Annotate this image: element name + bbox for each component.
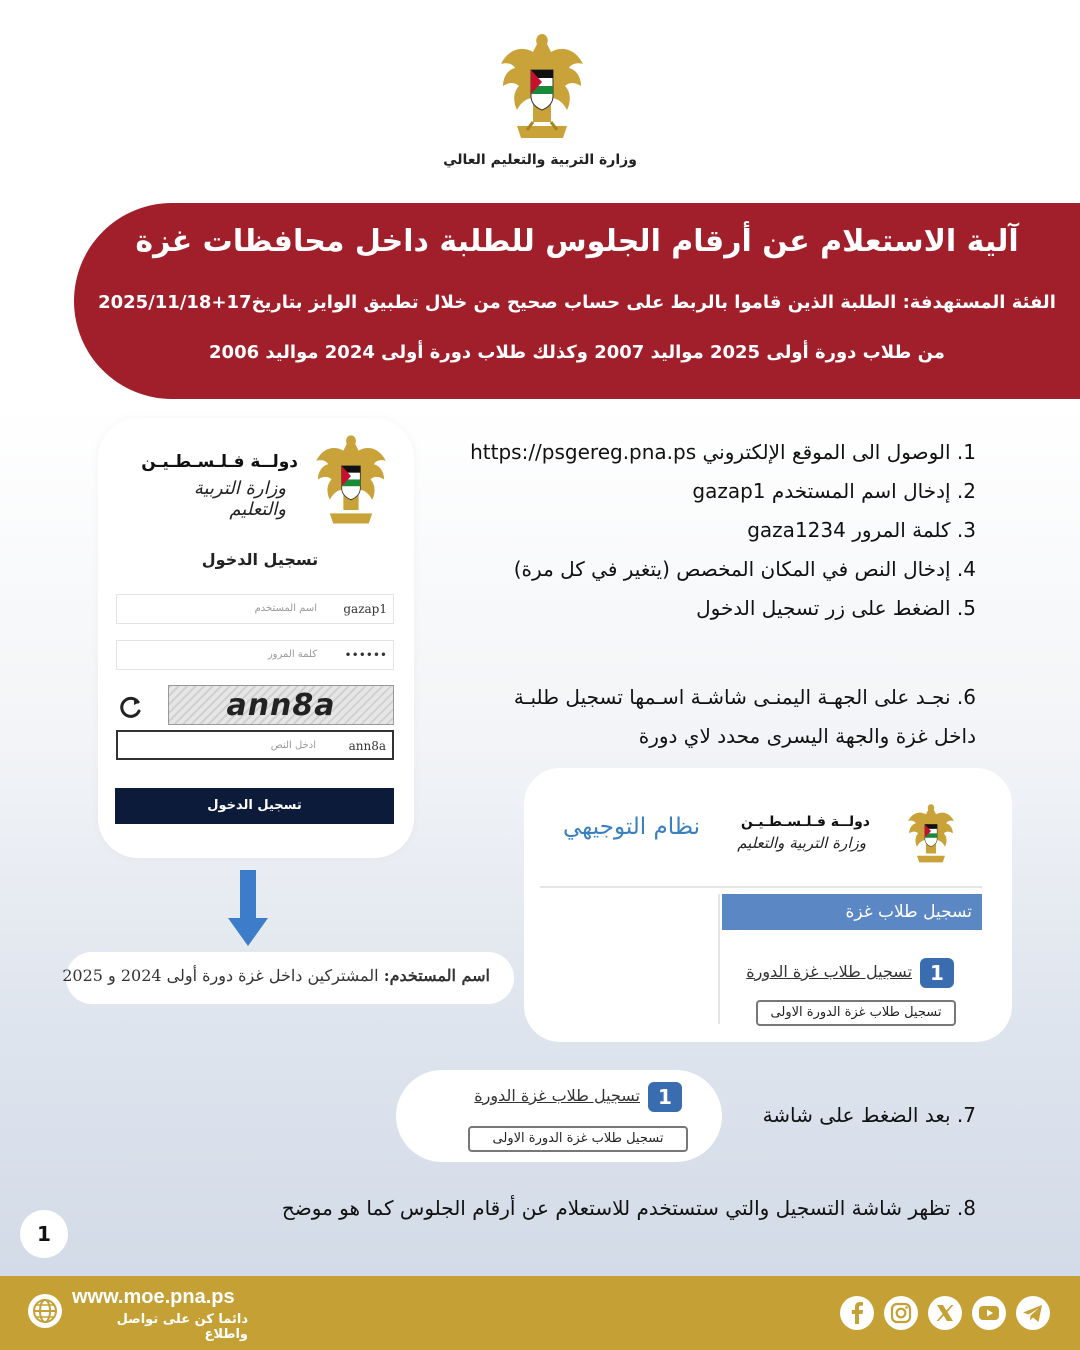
password-placeholder: كلمة المرور	[267, 649, 317, 660]
eagle-emblem-icon	[497, 30, 587, 148]
globe-icon	[26, 1292, 64, 1330]
username-note-value: المشتركين داخل غزة دورة أولى 2024 و 2025	[62, 966, 379, 985]
step-8: 8. تظهر شاشة التسجيل والتي ستستخدم للاستعلام عن أرقام الجلوس كما هو موضح	[281, 1196, 976, 1220]
footer-slogan: دائما كن على تواصل واطلاع	[116, 1312, 248, 1342]
divider	[540, 886, 982, 888]
username-value: gazap1	[343, 602, 387, 616]
page-number: 1	[20, 1210, 68, 1258]
username-placeholder: اسم المستخدم	[254, 603, 317, 614]
facebook-icon[interactable]	[840, 1296, 874, 1330]
system-name: نظام التوجيهي	[563, 814, 700, 840]
step-5: 5. الضغط على زر تسجيل الدخول	[696, 596, 976, 620]
password-field[interactable]	[116, 640, 394, 670]
username-note	[62, 952, 514, 1004]
eagle-emblem-icon	[312, 432, 390, 532]
login-button[interactable]: تسجيل الدخول	[115, 788, 394, 824]
banner-title: آلية الاستعلام عن أرقام الجلوس للطلبة داخل محافظات غزة	[135, 224, 1019, 259]
section-bar: تسجيل طلاب غزة	[722, 894, 982, 930]
captcha-image-text: ann8a	[226, 688, 336, 723]
step-6-continued: داخل غزة والجهة اليسرى محدد لاي دورة	[638, 724, 976, 748]
instagram-icon[interactable]	[884, 1296, 918, 1330]
target-group-line-2: من طلاب دورة أولى 2025 مواليد 2007 وكذلك طلاب دورة أولى 2024 مواليد 2006	[209, 342, 945, 363]
username-note-label: اسم المستخدم:	[383, 966, 490, 985]
step-6: 6. نجـد على الجهـة اليمنـى شاشـة اسـمها تسجيل طلبـة	[513, 685, 976, 709]
password-value: ••••••	[344, 648, 387, 662]
youtube-icon[interactable]	[972, 1296, 1006, 1330]
step-1: 1. الوصول الى الموقع الإلكتروني https://psgereg.pna.ps	[470, 440, 976, 464]
tawjihi-state-name: دولــة فـلـسـطـيـن	[740, 814, 870, 830]
step-3: 3. كلمة المرور gaza1234	[747, 518, 976, 542]
register-first-round-button[interactable]: تسجيل طلاب غزة الدورة الاولى	[468, 1126, 688, 1152]
username-field[interactable]	[116, 594, 394, 624]
telegram-icon[interactable]	[1016, 1296, 1050, 1330]
number-badge: 1	[920, 958, 954, 988]
captcha-placeholder: ادخل النص	[270, 740, 316, 751]
arrow-down-icon	[228, 870, 268, 946]
number-badge: 1	[648, 1082, 682, 1112]
register-first-round-button[interactable]: تسجيل طلاب غزة الدورة الاولى	[756, 1000, 956, 1026]
step-7: 7. بعد الضغط على شاشة	[762, 1103, 976, 1127]
login-heading: تسجيل الدخول	[201, 550, 319, 569]
x-icon[interactable]	[928, 1296, 962, 1330]
captcha-field[interactable]	[116, 730, 394, 760]
divider	[718, 894, 720, 1024]
tawjihi-ministry-calligraphy: وزارة التربية والتعليم	[737, 834, 866, 852]
state-name: دولــة فـلـسـطـيـن	[141, 452, 298, 472]
ministry-calligraphy: وزارة التربية والتعليم	[193, 478, 286, 520]
refresh-icon[interactable]	[118, 694, 144, 720]
website-url[interactable]: www.moe.pna.ps	[72, 1286, 235, 1308]
register-gaza-link[interactable]: تسجيل طلاب غزة الدورة	[746, 962, 912, 981]
captcha-value: ann8a	[348, 739, 386, 753]
step-4: 4. إدخال النص في المكان المخصص (يتغير في كل مرة)	[513, 557, 976, 581]
register-gaza-link[interactable]: تسجيل طلاب غزة الدورة	[474, 1086, 640, 1105]
target-group-line: الفئة المستهدفة: الطلبة الذين قاموا بالربط على حساب صحيح من خلال تطبيق الوايز بتاريخ17+2025/11/18	[98, 292, 1056, 313]
eagle-emblem-icon	[892, 802, 970, 868]
ministry-name: وزارة التربية والتعليم العالي	[443, 152, 637, 168]
captcha-image	[168, 685, 394, 725]
step-2: 2. إدخال اسم المستخدم gazap1	[692, 479, 976, 503]
